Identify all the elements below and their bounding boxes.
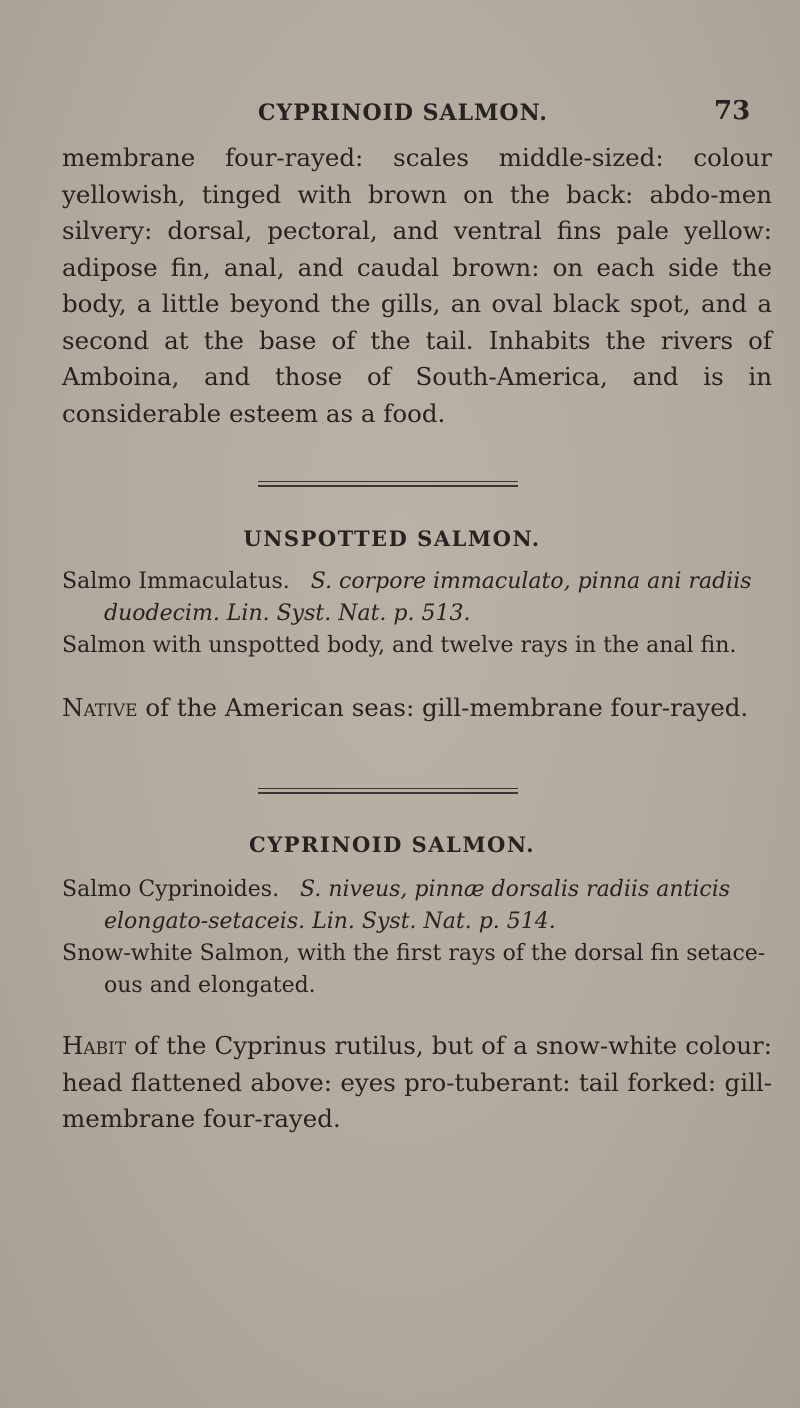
unspotted-translation-text: Salmon with unspotted body, and twelve rays in the anal fin. (62, 633, 737, 658)
unspotted-diagnosis-line (62, 566, 774, 598)
unspotted-diagnosis (62, 566, 774, 630)
page-number: 73 (714, 96, 751, 126)
cyprinoid-diagnosis-text-2: elongato-setaceis. Lin. Syst. Nat. p. 514. (104, 909, 556, 934)
unspotted-habitat-paragraph (62, 690, 772, 727)
cyprinoid-diagnosis-line (62, 874, 774, 906)
cyprinoid-translation-text-1: Snow-white Salmon, with the first rays of the dorsal fin setace- (62, 941, 766, 966)
unspotted-diagnosis-text-1: S. corpore immaculato, pinna ani radiis (310, 569, 752, 594)
cyprinoid-habit-text: of the Cyprinus rutilus, but of a snow-white colour: head flattened above: eyes pro-tuberant: tail forked: gill-membrane four-rayed. (62, 1031, 772, 1133)
unspotted-diagnosis-text-2: duodecim. Lin. Syst. Nat. p. 513. (104, 601, 471, 626)
unspotted-habitat-lead: Native (62, 693, 138, 722)
unspotted-species-name: Salmo Immaculatus. (62, 569, 290, 594)
unspotted-habitat-text: of the American seas: gill-membrane four-rayed. (137, 693, 749, 722)
intro-paragraph: membrane four-rayed: scales middle-sized: colour yellowish, tinged with brown on the back: abdo-men silvery: dorsal, pectoral, and ventral fins pale yellow: adipose fin, anal, and caudal brown: on each side the body, a little beyond the gills, an oval black spot, and a second at the base of the tail. Inhabits the rivers of Amboina, and those of South-America, and is in considerable esteem as a food. (62, 143, 772, 428)
cyprinoid-species-name: Salmo Cyprinoides. (62, 877, 280, 902)
cyprinoid-habit-lead: Habit (62, 1031, 127, 1060)
unspotted-salmon-heading: UNSPOTTED SALMON. (243, 526, 541, 551)
cyprinoid-diagnosis (62, 874, 774, 938)
cyprinoid-diagnosis-text-1: S. niveus, pinnæ dorsalis radiis anticis (300, 877, 731, 902)
unspotted-translation (62, 630, 774, 662)
cyprinoid-translation (62, 938, 774, 1002)
section-divider (258, 481, 518, 482)
cyprinoid-habit-paragraph (62, 1028, 772, 1138)
running-title: CYPRINOID SALMON. (258, 100, 548, 126)
cyprinoid-salmon-heading: CYPRINOID SALMON. (248, 832, 536, 857)
cyprinoid-translation-text-2: ous and elongated. (104, 973, 316, 998)
section-divider (258, 788, 518, 789)
